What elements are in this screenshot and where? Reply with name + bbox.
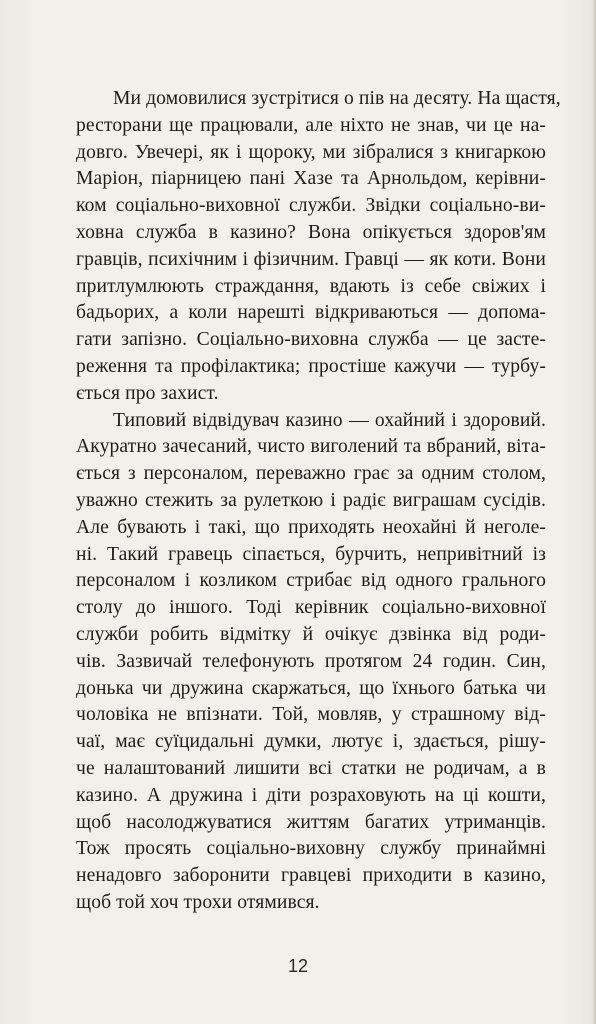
- text-line: ні. Такий гравець сіпається, бурчить, непривітний із: [76, 543, 546, 565]
- text-line: чаї, має суїцидальні думки, лютує і, здається, рішу-: [76, 731, 546, 753]
- text-line: столу до іншого. Тоді керівник соціально-виховної: [76, 597, 546, 619]
- paragraph: [76, 86, 561, 408]
- text-line: чів. Зазвичай телефонують протягом 24 годин. Син,: [76, 650, 546, 672]
- text-line: чоловіка не впізнати. Той, мовляв, у страшному від-: [76, 704, 546, 726]
- text-line: щоб той хоч трохи отямився.: [76, 891, 320, 913]
- text-line: казино. А дружина і діти розраховують на ці кошти,: [76, 784, 546, 806]
- text-line: донька чи дружина скаржаться, що їхнього батька чи: [76, 677, 546, 699]
- text-line: ється з персоналом, переважно грає за одним столом,: [76, 463, 546, 485]
- text-line: персоналом і козликом стрибає від одного грального: [76, 570, 546, 592]
- body-text: [76, 86, 561, 917]
- text-line: Акуратно зачесаний, чисто виголений та вбраний, віта-: [76, 436, 546, 458]
- text-line: ком соціально-виховної служби. Звідки соціально-ви-: [76, 195, 546, 217]
- text-line: Тож просять соціально-виховну службу принаймні: [76, 838, 546, 860]
- text-line: ресторани ще працювали, але ніхто не знав, чи це на-: [76, 114, 546, 136]
- text-line: довго. Увечері, як і щороку, ми зібралися з книгаркою: [76, 141, 546, 163]
- text-line: че налаштований лишити всі статки не родичам, а в: [76, 757, 546, 779]
- text-line: уважно стежить за рулеткою і радіє виграшам сусідів.: [76, 489, 546, 511]
- text-line: служби робить відмітку й очікує дзвінка від роди-: [76, 623, 546, 645]
- page-number: 12: [287, 956, 309, 976]
- text-line: Але бувають і такі, що приходять неохайні й неголе-: [76, 516, 546, 538]
- text-line: притлумлюють страждання, вдають із себе свіжих і: [76, 275, 546, 297]
- text-line: Ми домовилися зустрітися о пів на десяту. На щастя,: [113, 88, 561, 109]
- text-line: реження та профілактика; простіше кажучи — турбу-: [76, 355, 546, 377]
- text-line: щоб насолоджуватися життям багатих утриманців.: [76, 811, 546, 833]
- page-edge-shadow: [592, 0, 596, 1024]
- text-line: Типовий відвідувач казино — охайний і здоровий.: [113, 409, 546, 431]
- paragraph: [76, 408, 546, 917]
- text-line: бадьорих, а коли нарешті відкриваються — допома-: [76, 302, 546, 324]
- text-line: гати запізно. Соціально-виховна служба — це засте-: [76, 329, 546, 351]
- text-line: Маріон, піарницею пані Хазе та Арнольдом, керівни-: [76, 168, 546, 190]
- text-line: гравців, психічним і фізичним. Гравці — як коти. Вони: [76, 248, 546, 270]
- text-line: ховна служба в казино? Вона опікується здоров'ям: [76, 221, 546, 243]
- text-line: ється про захист.: [76, 382, 219, 404]
- text-line: ненадовго заборонити гравцеві приходити в казино,: [76, 865, 546, 887]
